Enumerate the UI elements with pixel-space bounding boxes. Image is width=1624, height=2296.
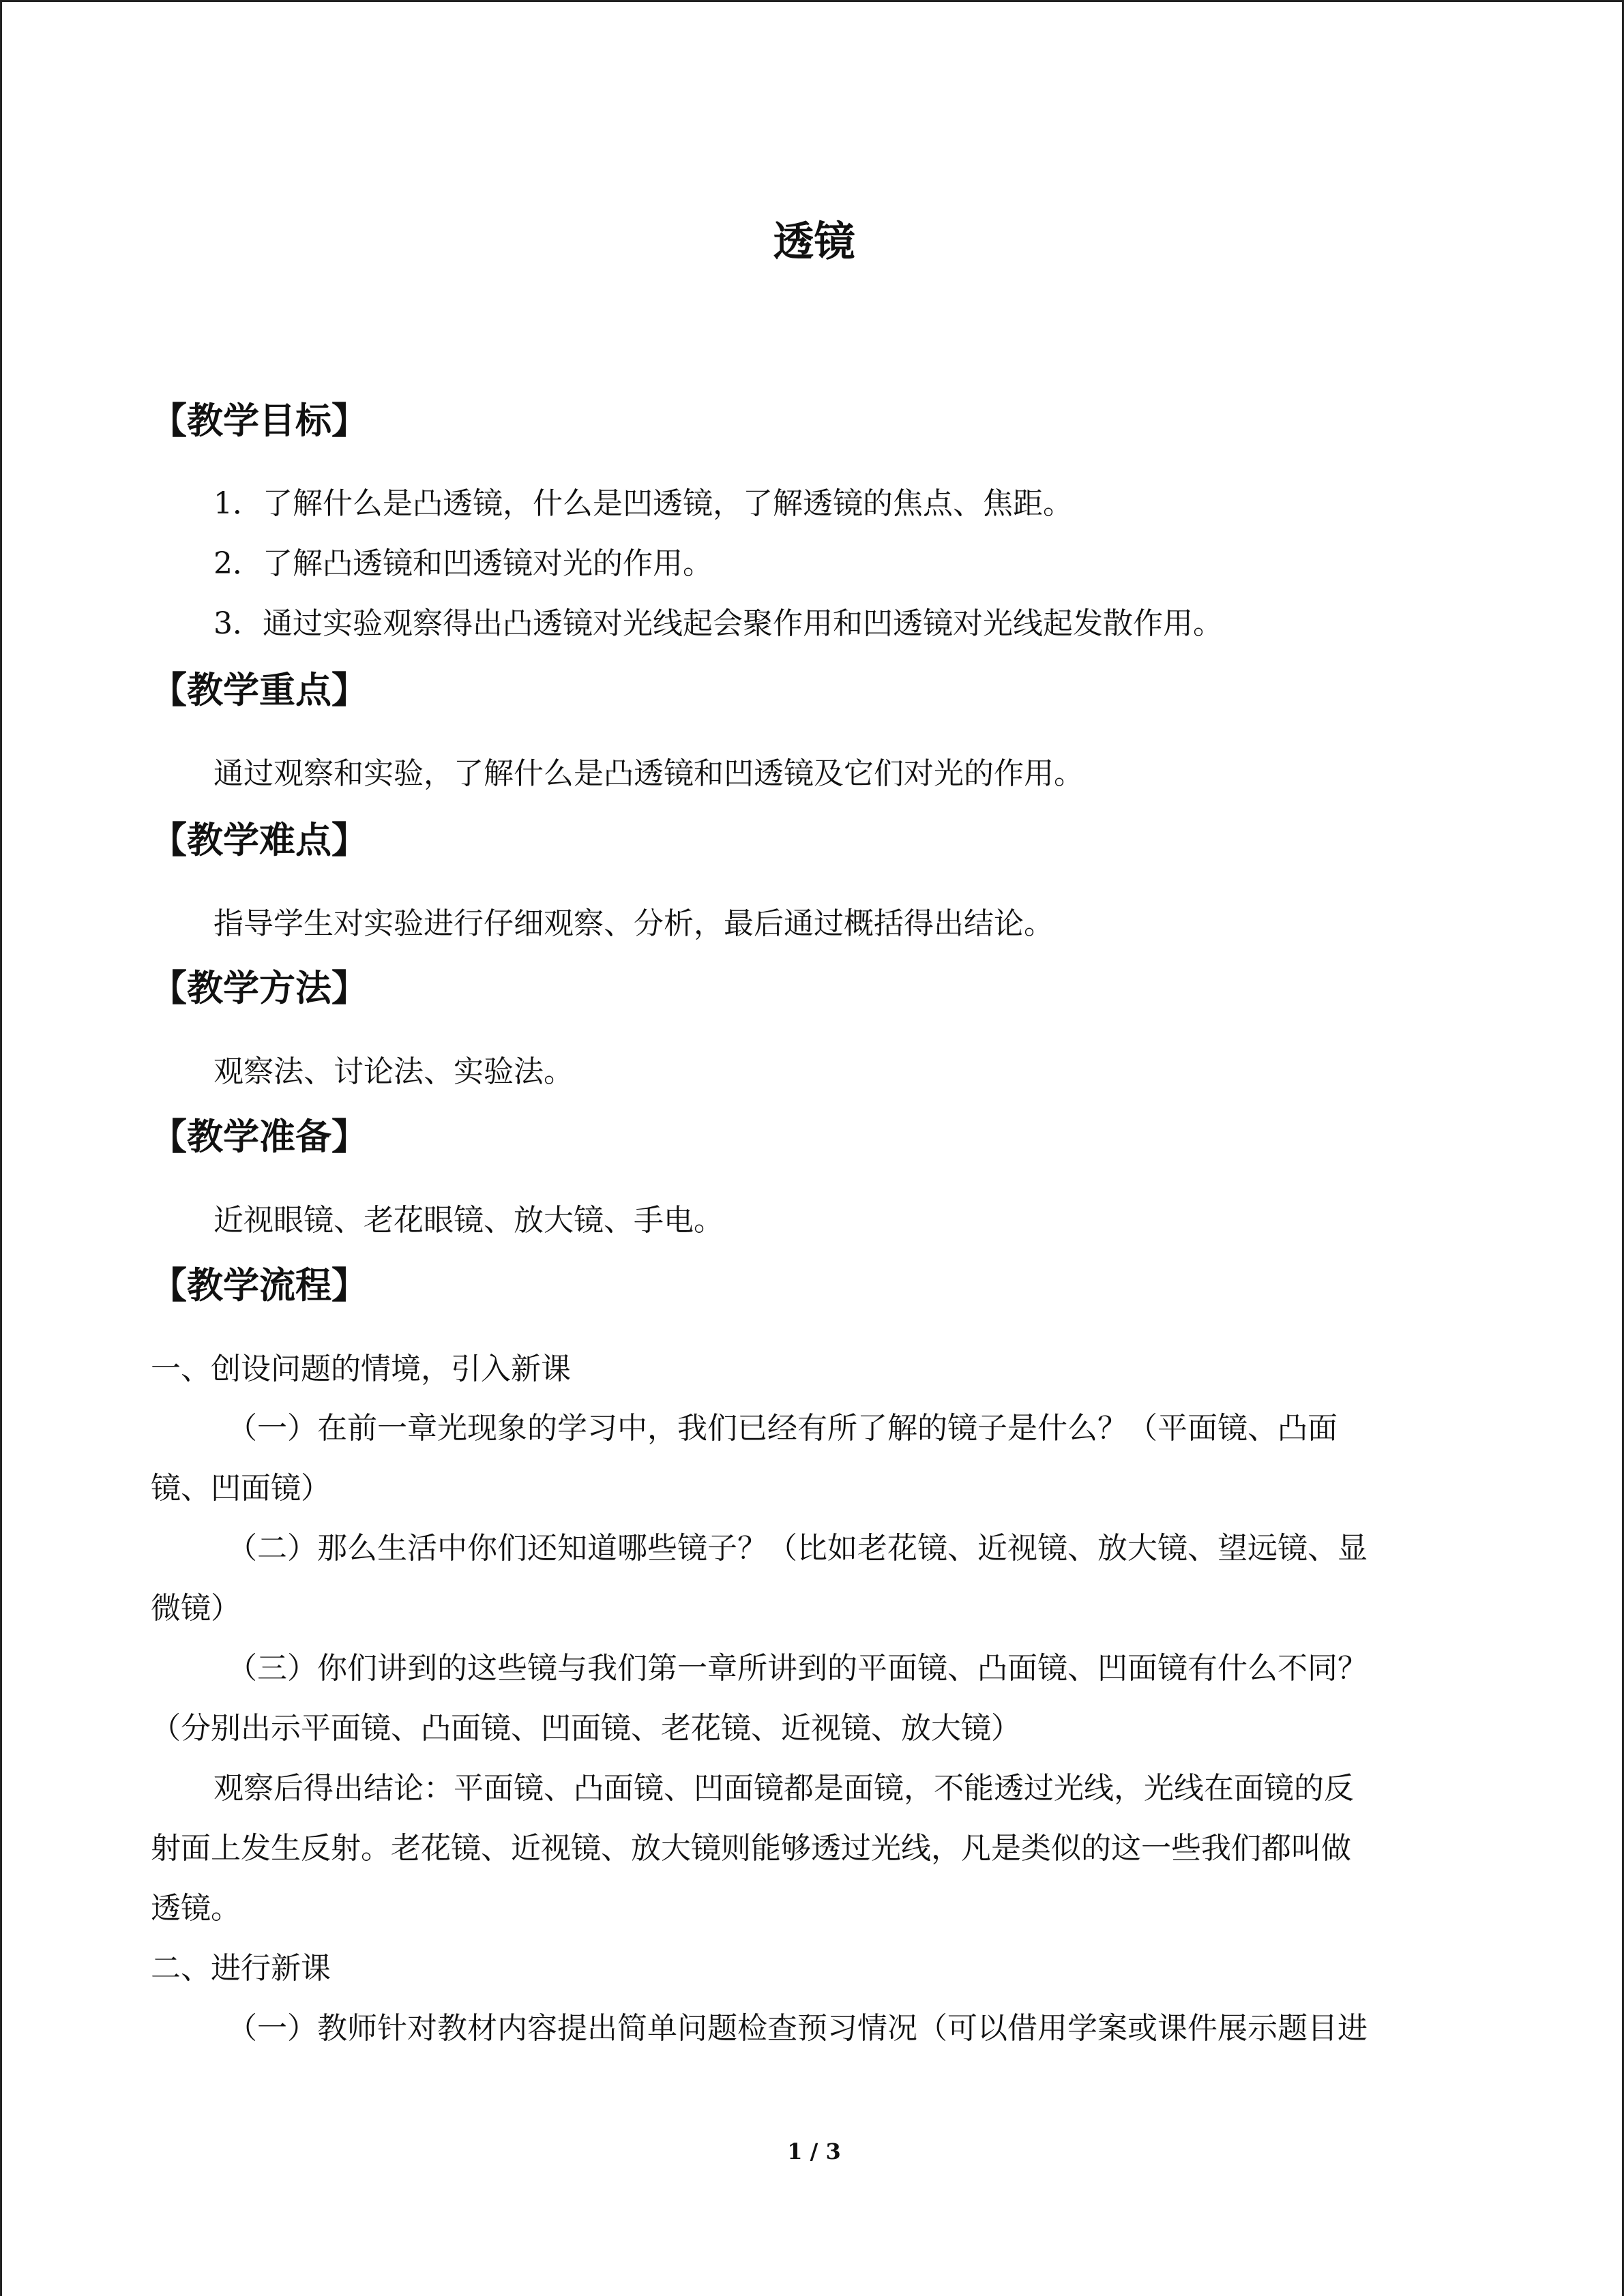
heading-process: 【教学流程】 bbox=[151, 1265, 368, 1307]
key-points-text: 通过观察和实验，了解什么是凸透镜和凹透镜及它们对光的作用。 bbox=[213, 756, 1084, 791]
page-number: 1 / 3 bbox=[787, 2138, 841, 2164]
process-p4-line3: 透镜。 bbox=[151, 1891, 241, 1926]
process-p2-line1: （二）那么生活中你们还知道哪些镜子？（比如老花镜、近视镜、放大镜、望远镜、显 bbox=[227, 1531, 1368, 1566]
process-part2-title: 二、进行新课 bbox=[151, 1951, 331, 1986]
goal-item-3: 3．通过实验观察得出凸透镜对光线起会聚作用和凹透镜对光线起发散作用。 bbox=[213, 606, 1223, 641]
methods-text: 观察法、讨论法、实验法。 bbox=[213, 1054, 574, 1089]
goal-item-1: 1．了解什么是凸透镜，什么是凹透镜，了解透镜的焦点、焦距。 bbox=[213, 486, 1073, 521]
process-p1-line1: （一）在前一章光现象的学习中，我们已经有所了解的镜子是什么？（平面镜、凸面 bbox=[227, 1411, 1338, 1446]
heading-key-points: 【教学重点】 bbox=[151, 670, 368, 711]
process-p2-line2: 微镜） bbox=[151, 1591, 241, 1626]
heading-teaching-goals: 【教学目标】 bbox=[151, 400, 368, 442]
heading-difficulties: 【教学难点】 bbox=[151, 820, 368, 861]
process-p4-line2: 射面上发生反射。老花镜、近视镜、放大镜则能够透过光线，凡是类似的这一些我们都叫做 bbox=[151, 1831, 1351, 1866]
process-p3-line2: （分别出示平面镜、凸面镜、凹面镜、老花镜、近视镜、放大镜） bbox=[151, 1711, 1021, 1746]
heading-methods: 【教学方法】 bbox=[151, 968, 368, 1009]
document-title: 透镜 bbox=[773, 218, 855, 266]
difficulties-text: 指导学生对实验进行仔细观察、分析，最后通过概括得出结论。 bbox=[213, 906, 1054, 941]
process-p3-line1: （三）你们讲到的这些镜与我们第一章所讲到的平面镜、凸面镜、凹面镜有什么不同？ bbox=[227, 1651, 1368, 1686]
goal-item-2: 2．了解凸透镜和凹透镜对光的作用。 bbox=[213, 546, 713, 581]
process-part1-title: 一、创设问题的情境，引入新课 bbox=[151, 1352, 571, 1386]
heading-preparation: 【教学准备】 bbox=[151, 1116, 368, 1158]
preparation-text: 近视眼镜、老花眼镜、放大镜、手电。 bbox=[213, 1203, 724, 1238]
process-p5-line1: （一）教师针对教材内容提出简单问题检查预习情况（可以借用学案或课件展示题目进 bbox=[227, 2011, 1368, 2046]
process-p1-line2: 镜、凹面镜） bbox=[151, 1471, 331, 1506]
process-p4-line1: 观察后得出结论：平面镜、凸面镜、凹面镜都是面镜，不能透过光线，光线在面镜的反 bbox=[213, 1771, 1354, 1806]
